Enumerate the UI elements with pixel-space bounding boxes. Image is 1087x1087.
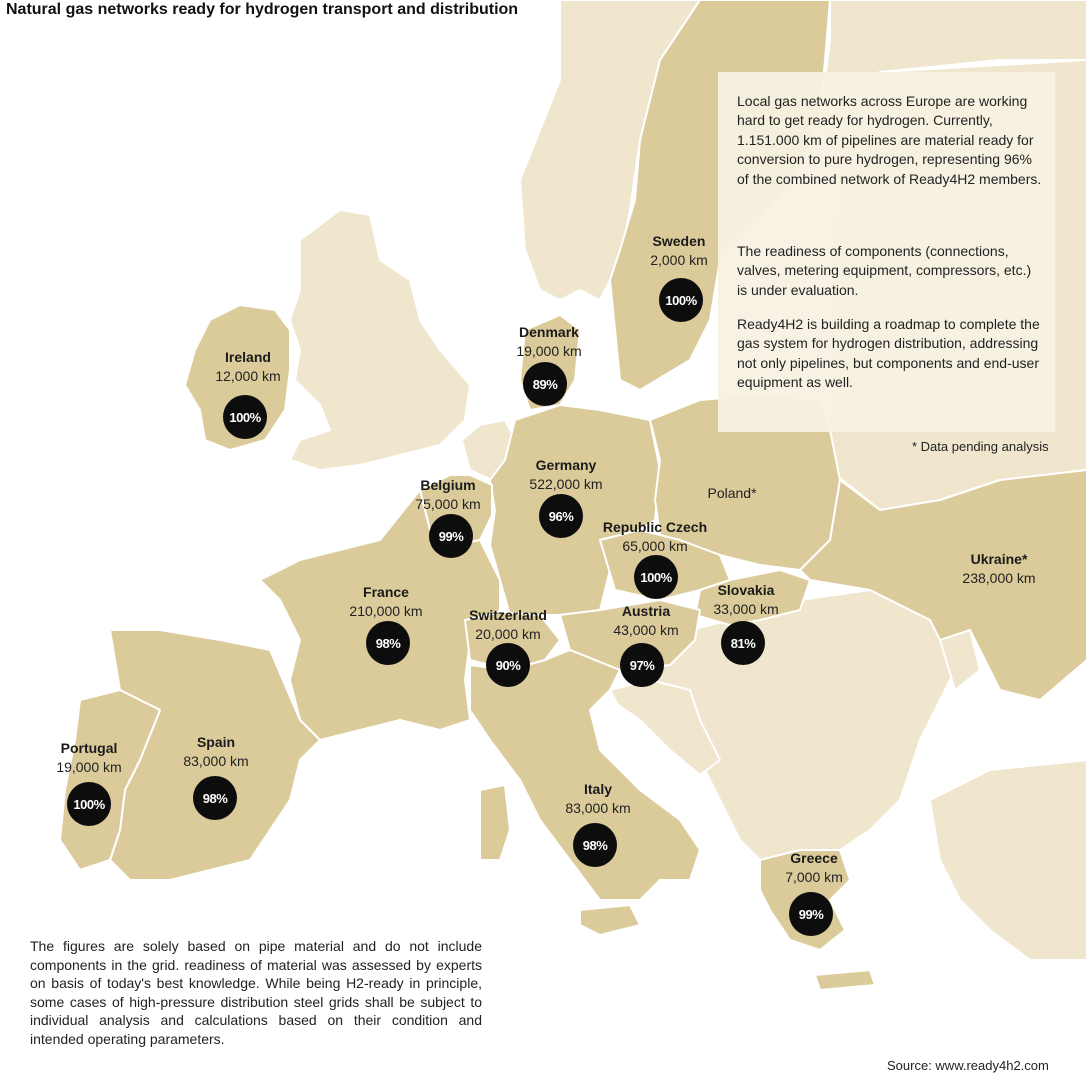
country-name: Portugal [60,740,118,756]
label-sweden [650,232,708,270]
label-slovakia [713,581,778,619]
pending-note: * Data pending analysis [912,439,1049,454]
badge-greece: 99% [789,892,833,936]
country-name: Germany [535,457,597,473]
country-km: 33,000 km [713,601,779,617]
label-spain [183,733,248,771]
country-name: Sweden [652,233,706,249]
country-name: Poland* [707,485,757,501]
country-km: 75,000 km [415,496,481,512]
country-name: Republic Czech [602,519,708,535]
country-name: France [363,584,409,600]
badge-switzerland: 90% [486,643,530,687]
info-paragraph-components: The readiness of components (connections, valves, metering equipment, compressors, etc.) is under evaluation. [737,243,1032,298]
sardinia-shape [480,785,510,860]
country-name: Spain [196,734,236,750]
country-km: 65,000 km [622,538,688,554]
badge-ireland: 100% [223,395,267,439]
badge-belgium: 99% [429,514,473,558]
footnote-text: The figures are solely based on pipe material and do not include components in the grid. readiness of material was assessed by experts on basis of today's best knowledge. While being H2-ready in principle, some cases of high-pressure distribution steel grids shall be subject to individual analysis and calculations based on their condition and intended operating parameters. [30,938,482,1047]
badge-spain: 98% [193,776,237,820]
label-belgium [415,476,480,514]
country-name: Greece [790,850,838,866]
label-denmark [516,323,581,361]
country-km: 20,000 km [475,626,541,642]
label-switzerland [469,606,547,644]
badge-denmark: 89% [523,362,567,406]
country-name: Ireland [225,349,271,365]
country-km: 12,000 km [215,368,281,384]
country-km: 238,000 km [962,570,1036,586]
label-austria [613,602,678,640]
label-greece [785,849,843,887]
label-ukraine [962,550,1035,588]
page-title: Natural gas networks ready for hydrogen transport and distribution [6,1,519,18]
country-name: Denmark [519,324,579,340]
sicily-shape [580,905,640,935]
country-name: Slovakia [717,582,775,598]
country-name: Italy [583,781,612,797]
country-km: 83,000 km [565,800,631,816]
badge-germany: 96% [539,494,583,538]
label-portugal [56,739,121,777]
badge-slovakia: 81% [721,621,765,665]
label-poland [707,484,756,503]
country-name: Belgium [420,477,476,493]
label-italy [565,780,630,818]
country-name: Switzerland [469,607,547,623]
uk-shape [290,210,470,470]
country-km: 7,000 km [785,869,843,885]
country-km: 522,000 km [529,476,603,492]
country-km: 43,000 km [613,622,679,638]
country-km: 210,000 km [349,603,423,619]
label-ireland [215,348,280,386]
badge-czech: 100% [634,555,678,599]
label-czech [603,518,707,556]
country-km: 19,000 km [516,343,582,359]
crete-shape [815,970,875,990]
country-name: Austria [621,603,671,619]
turkey-shape [930,760,1087,960]
badge-sweden: 100% [659,278,703,322]
badge-italy: 98% [573,823,617,867]
country-km: 19,000 km [56,759,122,775]
country-name: Ukraine* [970,551,1028,567]
badge-portugal: 100% [67,782,111,826]
badge-austria: 97% [620,643,664,687]
info-paragraph-roadmap: Ready4H2 is building a roadmap to complete the gas system for hydrogen distribution, addressing not only pipelines, but components and end-user equipment as well. [737,316,1040,391]
label-germany [529,456,602,494]
badge-france: 98% [366,621,410,665]
label-france [349,583,422,621]
source-credit: Source: www.ready4h2.com [887,1058,1049,1073]
country-km: 2,000 km [650,252,708,268]
info-paragraph-network: Local gas networks across Europe are working hard to get ready for hydrogen. Currently, 1.151.000 km of pipelines are material ready for conversion to pure hydrogen, representing 96% of the combined network of Ready4H2 members. [737,93,1042,187]
country-km: 83,000 km [183,753,249,769]
